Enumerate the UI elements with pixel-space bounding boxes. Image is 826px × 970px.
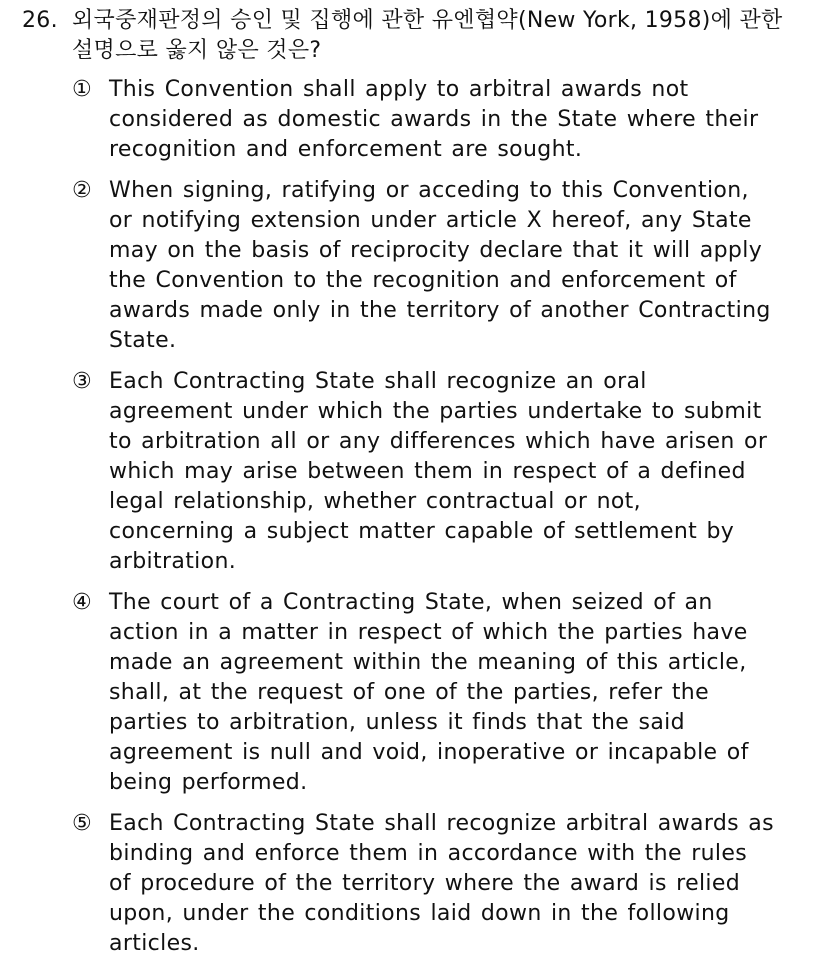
option-text: Each Contracting State shall recognize an oral agreement under which the parties undertake to submit to arbitration all or any differences which have arisen or which may arise between them in respect of a defined legal relationship, whether contractual or not, concerning a subject matter capable of settlement by arbitration. <box>109 369 768 574</box>
option-text: Each Contracting State shall recognize arbitral awards as binding and enforce them in accordance with the rules of procedure of the territory where the award is relied upon, under the conditions laid down in the following articles. <box>109 811 774 956</box>
option-3[interactable] <box>0 367 826 577</box>
question-number: 26. <box>22 8 58 33</box>
option-marker: ③ <box>72 369 93 394</box>
question-header <box>0 0 826 66</box>
option-4[interactable] <box>0 588 826 798</box>
option-marker: ① <box>72 77 93 102</box>
option-text: The court of a Contracting State, when seized of an action in a matter in respect of which the parties have made an agreement within the meaning of this article, shall, at the request of one of the parties, refer the parties to arbitration, unless it finds that the said agreement is null and void, inoperative or incapable of being performed. <box>109 590 749 795</box>
option-2[interactable] <box>0 176 826 356</box>
option-1[interactable] <box>0 75 826 165</box>
option-marker: ② <box>72 178 93 203</box>
question-stem: 외국중재판정의 승인 및 집행에 관한 유엔협약(New York, 1958)에 관한 설명으로 옳지 않은 것은? <box>72 8 783 63</box>
option-text: When signing, ratifying or acceding to this Convention, or notifying extension under article X hereof, any State may on the basis of reciprocity declare that it will apply the Convention to the recognition and enforcement of awards made only in the territory of another Contracting State. <box>109 178 771 353</box>
option-text: This Convention shall apply to arbitral awards not considered as domestic awards in the State where their recognition and enforcement are sought. <box>109 77 759 162</box>
option-marker: ④ <box>72 590 93 615</box>
answer-options <box>0 75 826 959</box>
option-marker: ⑤ <box>72 811 93 836</box>
option-5[interactable] <box>0 809 826 959</box>
